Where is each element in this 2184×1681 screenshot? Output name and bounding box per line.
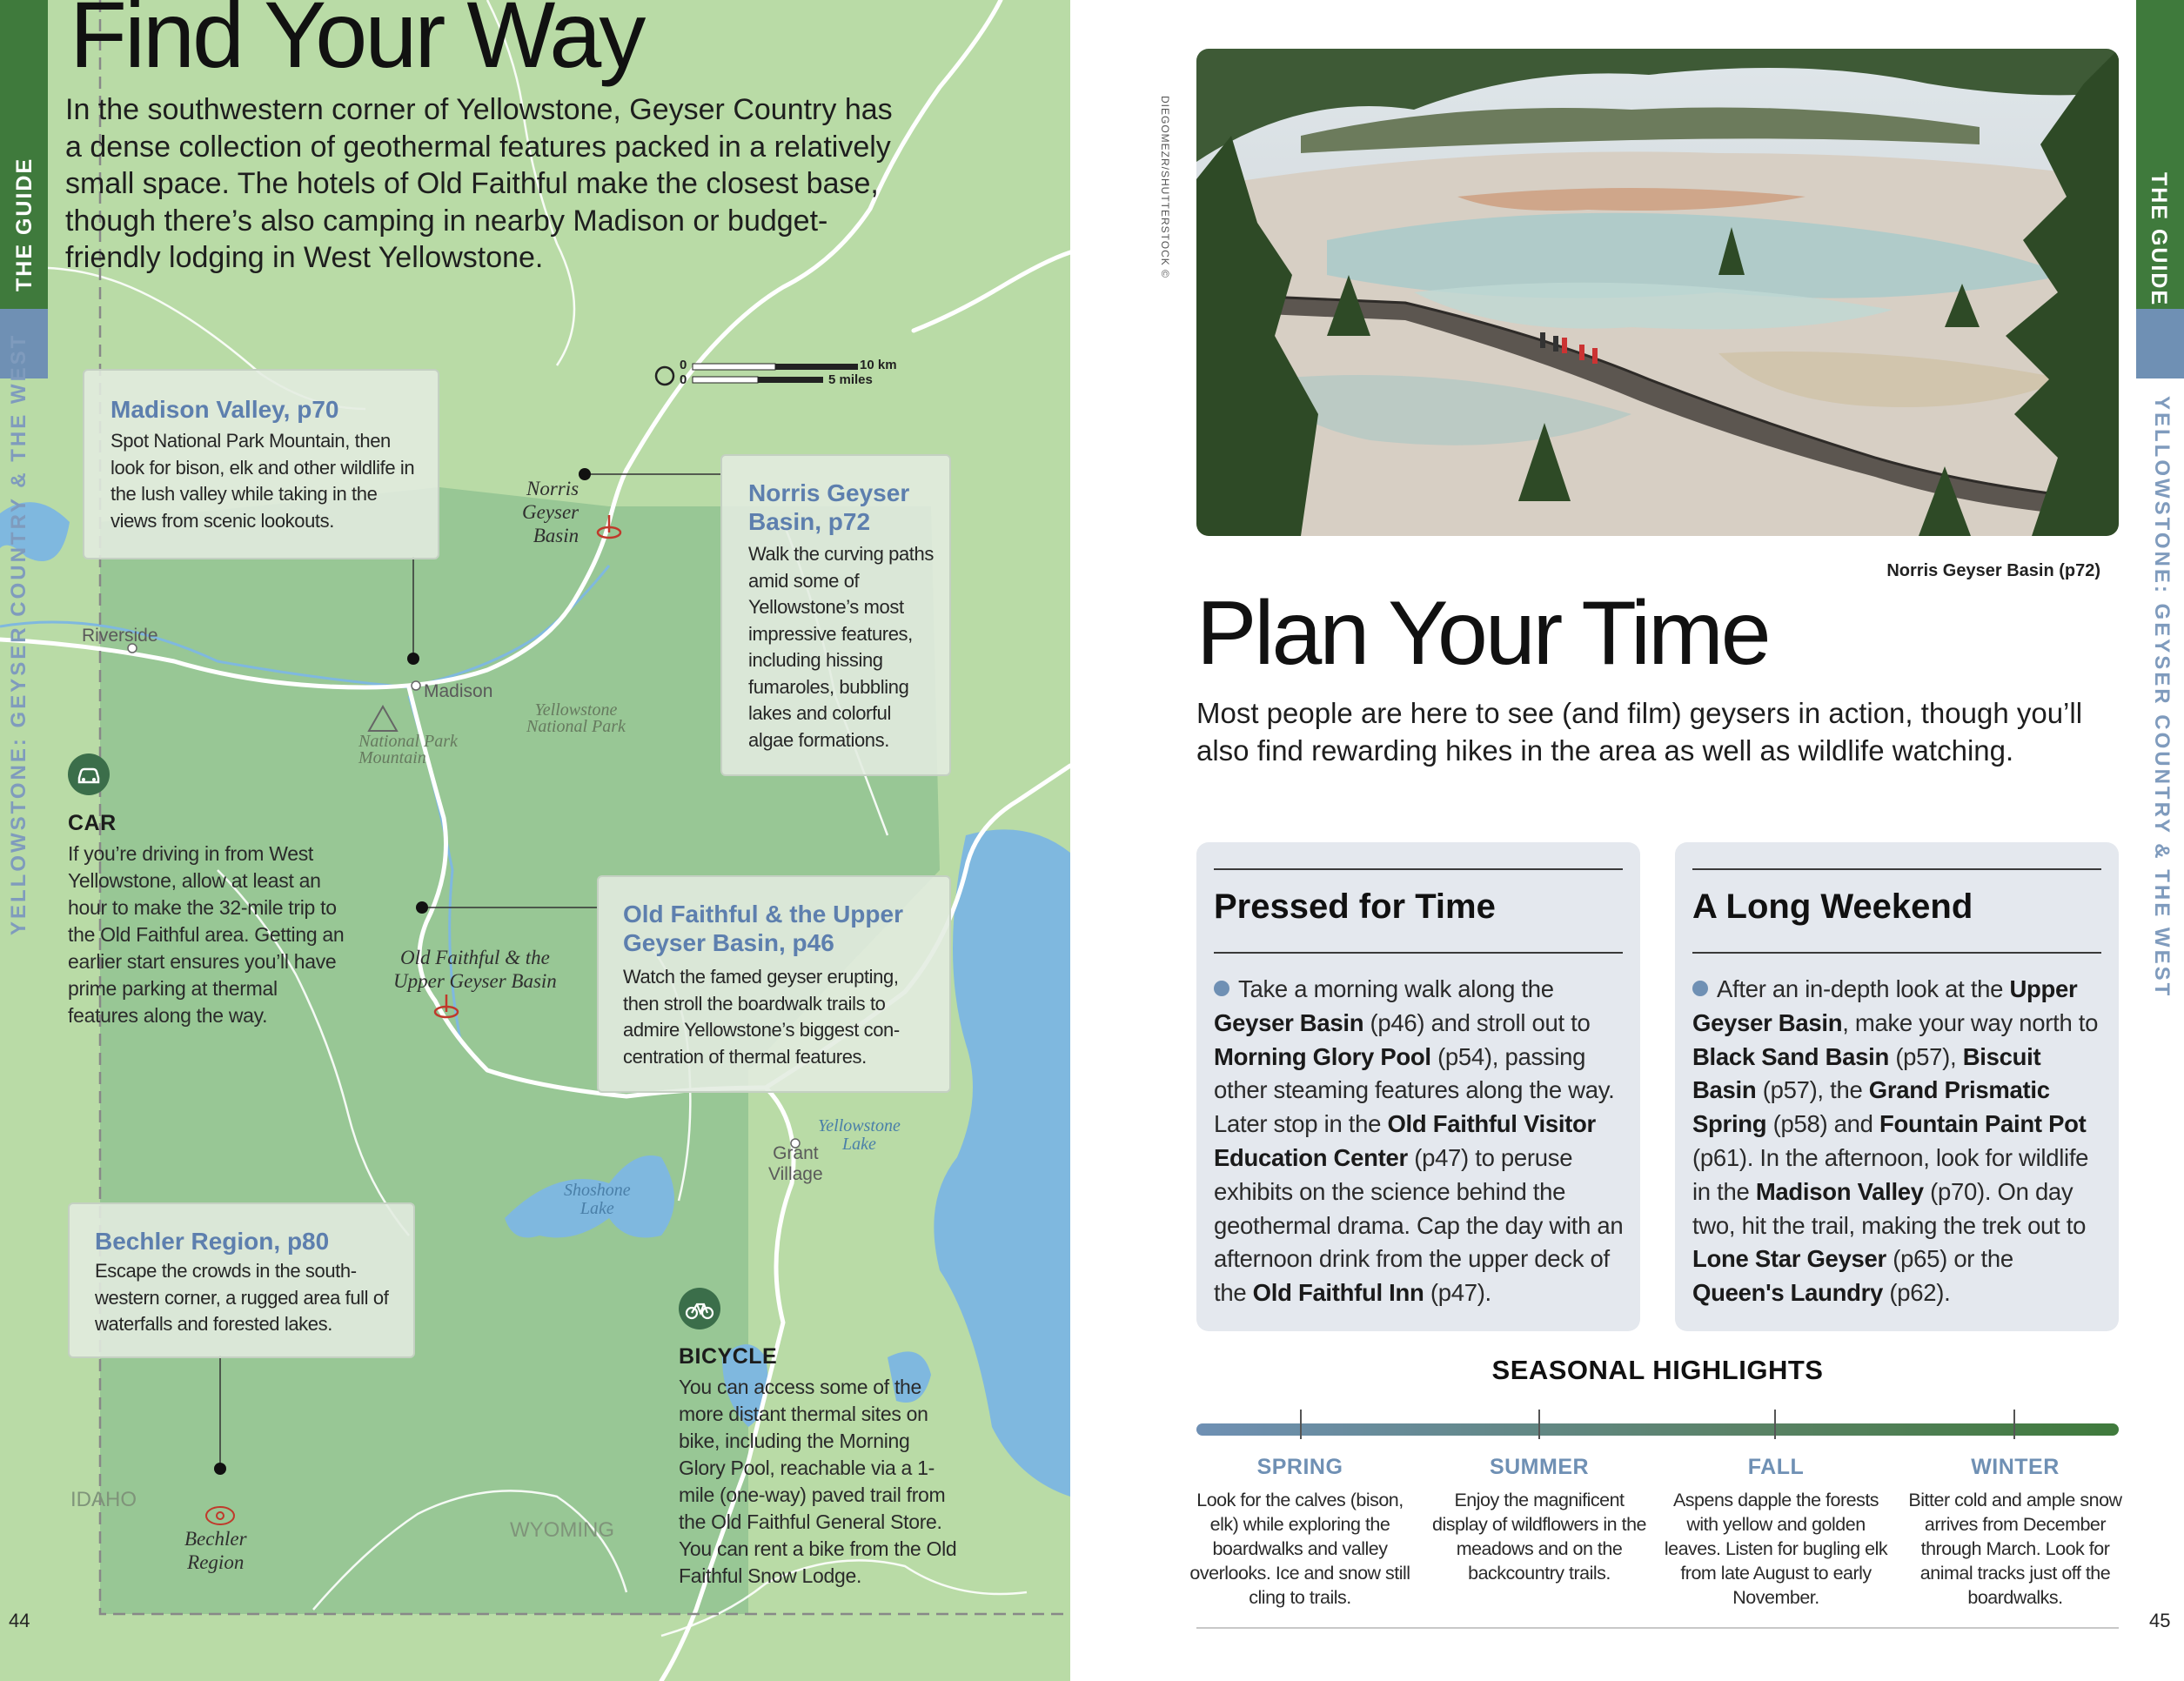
- bicycle-body: You can access some of the more distant thermal sites on bike, including the Morning Glory Pool, reachable via a 1-mile (one-way) paved trail from the Old Faithful General Store. You can rent a bike from the Old Faithful Snow Lodge.: [679, 1376, 957, 1587]
- north-arrow-icon: [656, 367, 673, 385]
- scale-zero-km: 0: [680, 358, 687, 372]
- guide-tab-accent: [2136, 309, 2184, 378]
- car-heading: CAR: [68, 811, 117, 835]
- season-tick: [1774, 1410, 1776, 1439]
- page-title: Plan Your Time: [1196, 583, 1769, 684]
- card-rule: [1214, 868, 1623, 870]
- photo-norris-geyser-basin: [1196, 49, 2119, 536]
- bottom-rule: [1196, 1627, 2119, 1629]
- bullet-icon: [1692, 981, 1708, 996]
- map-label-madison: Madison: [424, 681, 493, 701]
- card-text: (p70). On day two, hit the trail, making the trek out to: [1692, 1177, 2087, 1239]
- card-text: (p57), the: [1756, 1076, 1869, 1104]
- callout-body: Walk the curving paths amid some of Yellowstone’s most impressive features, including hissing fumaroles, bubbling lakes and colorful algae formations.: [748, 543, 934, 751]
- page-number: 45: [2149, 1610, 2171, 1631]
- season-tick: [1538, 1410, 1540, 1439]
- card-rule: [1214, 952, 1623, 954]
- season-fall-body: Aspens dapple the forests with yellow and golden leaves. Listen for bugling elk from late August to early November.: [1664, 1490, 1888, 1608]
- car-body: If you’re driving in from West Yellowstone, allow at least an hour to make the 32-mile trip to the Old Faithful area. Getting an earlier start ensures you’ll have prime parking at thermal features along the way.: [68, 842, 345, 1027]
- highlighted-place: Upper Geyser Basin: [1692, 975, 2078, 1036]
- guide-tab-label: THE GUIDE: [2147, 172, 2171, 307]
- running-head: YELLOWSTONE: GEYSER COUNTRY & THE WEST: [2150, 396, 2174, 999]
- car-icon: [68, 753, 110, 795]
- season-summer-body: Enjoy the magnificent display of wildflowers in the meadows and on the backcountry trails.: [1431, 1490, 1646, 1584]
- map-label-shoshone-lake: Shoshone Lake: [564, 1181, 631, 1218]
- callout-title: Bechler Region, p80: [95, 1228, 330, 1255]
- map-label-yellowstone-lake: Yellowstone Lake: [818, 1116, 901, 1154]
- photo-credit: DIEGOMEZR/SHUTTERSTOCK ©: [1159, 96, 1171, 278]
- highlighted-place: Lone Star Geyser: [1692, 1245, 1886, 1273]
- card-long-weekend: [1675, 842, 2119, 1331]
- highlighted-place: Grand Prismatic Spring: [1692, 1076, 2050, 1138]
- intro-paragraph: Most people are here to see (and film) geysers in action, though you’ll also find rewarding hikes in the area as well as wildlife watching.: [1196, 697, 2083, 767]
- card-title: Pressed for Time: [1214, 887, 1496, 926]
- location-dot: [579, 468, 591, 480]
- card-text: (p54), passing other steaming features along the way. Later stop in the: [1214, 1042, 1615, 1138]
- map-label-norris: Norris Geyser Basin: [522, 478, 579, 546]
- highlighted-place: Biscuit Basin: [1692, 1042, 2041, 1104]
- town-dot: [412, 681, 420, 690]
- running-head: YELLOWSTONE: GEYSER COUNTRY & THE WEST: [7, 332, 30, 935]
- card-text: After an in-depth look at the: [1717, 975, 2010, 1002]
- callout-title: Madison Valley, p70: [111, 396, 339, 423]
- card-text: (p57),: [1888, 1042, 1963, 1070]
- highlighted-place: Queen's Laundry: [1692, 1279, 1884, 1307]
- callout-old-faithful[interactable]: [597, 875, 951, 1093]
- card-text: Take a morning walk along the: [1238, 975, 1554, 1002]
- callout-title: Old Faithful & the Upper Geyser Basin, p46: [623, 901, 903, 956]
- callout-body: Watch the famed geyser erupting, then stroll the boardwalk trails to admire Yellowstone’s biggest con-centration of thermal features.: [623, 966, 900, 1068]
- card-text: (p65) or the: [1886, 1245, 2013, 1273]
- card-title: A Long Weekend: [1692, 887, 1973, 926]
- season-tick: [1300, 1410, 1302, 1439]
- card-text: (p62).: [1883, 1279, 1951, 1307]
- location-dot: [214, 1463, 226, 1475]
- highlighted-place: Black Sand Basin: [1692, 1042, 1889, 1070]
- card-text: , make your way north to: [1842, 1008, 2099, 1036]
- season-spring-body: Look for the calves (bison, elk) while exploring the boardwalks and valley overlooks. Ice and snow still cling to trails.: [1189, 1490, 1410, 1608]
- callout-body: Spot National Park Mountain, then look for bison, elk and other wildlife in the lush valley while taking in the views from scenic lookouts.: [111, 430, 415, 532]
- callout-title: Norris Geyser Basin, p72: [748, 479, 910, 535]
- right-page: [1070, 0, 2184, 1681]
- card-rule: [1692, 868, 2101, 870]
- card-text: (p46) and stroll out to: [1363, 1008, 1591, 1036]
- guide-tab-label: THE GUIDE: [12, 157, 37, 291]
- card-body: [1214, 973, 1627, 1310]
- season-spring: SPRING: [1256, 1455, 1343, 1479]
- card-text: (p58) and: [1766, 1110, 1879, 1138]
- map-label-national-park-mountain: National Park Mountain: [358, 732, 458, 767]
- bicycle-icon: [679, 1288, 720, 1329]
- highlighted-place: Old Faithful Inn: [1252, 1279, 1424, 1307]
- map-label-wyoming: WYOMING: [510, 1518, 614, 1542]
- left-page: [0, 0, 1070, 1681]
- card-text: (p61). In the afternoon, look for wildlife in the: [1692, 1143, 2089, 1205]
- card-body: [1692, 973, 2106, 1310]
- scale-km-label: 10 km: [860, 358, 897, 372]
- card-text: (p47) to peruse exhibits on the science behind the geothermal drama. Cap the day with an afternoon drink from the upper deck of the: [1214, 1143, 1624, 1307]
- highlighted-place: Geyser Basin: [1214, 1008, 1364, 1036]
- callout-bechler[interactable]: [68, 1202, 415, 1358]
- seasonal-highlights-heading: SEASONAL HIGHLIGHTS: [1491, 1355, 1824, 1385]
- location-dot: [416, 901, 428, 914]
- page-number: 44: [9, 1610, 30, 1631]
- location-dot: [407, 653, 419, 665]
- map-label-grant-village: Grant Village: [768, 1143, 823, 1184]
- callout-norris[interactable]: [720, 454, 951, 776]
- bicycle-heading: BICYCLE: [679, 1344, 778, 1369]
- map-label-bechler: Bechler Region: [184, 1528, 247, 1573]
- highlighted-place: Old Faithful Visitor Education Center: [1214, 1110, 1596, 1171]
- card-pressed-for-time: [1196, 842, 1640, 1331]
- map-label-idaho: IDAHO: [70, 1488, 137, 1511]
- card-text: (p47).: [1424, 1279, 1491, 1307]
- map-label-old-faithful: Old Faithful & the Upper Geyser Basin: [393, 947, 557, 992]
- bullet-icon: [1214, 981, 1229, 996]
- callout-madison-valley[interactable]: [83, 369, 439, 559]
- season-winter: WINTER: [1971, 1455, 2060, 1479]
- highlighted-place: Fountain Paint Pot: [1879, 1110, 2087, 1138]
- highlighted-place: Morning Glory Pool: [1214, 1042, 1431, 1070]
- page-title: Find Your Way: [70, 0, 644, 87]
- callout-body: Escape the crowds in the south-western corner, a rugged area full of waterfalls and forested lakes.: [95, 1260, 389, 1335]
- scale-miles-label: 5 miles: [828, 372, 873, 387]
- photo-caption: Norris Geyser Basin (p72): [1886, 561, 2100, 580]
- scale-zero-mi: 0: [680, 372, 687, 387]
- highlighted-place: Madison Valley: [1755, 1177, 1924, 1205]
- season-tick: [2013, 1410, 2015, 1439]
- season-summer: SUMMER: [1489, 1455, 1590, 1479]
- road: [914, 252, 1070, 331]
- map-label-yellowstone-np: Yellowstone National Park: [526, 700, 626, 736]
- season-bar: [1196, 1423, 2119, 1436]
- season-fall: FALL: [1747, 1455, 1805, 1479]
- season-winter-body: Bitter cold and ample snow arrives from December through March. Look for animal tracks just off the boardwalks.: [1908, 1490, 2122, 1608]
- map-label-riverside: Riverside: [82, 626, 158, 646]
- intro-paragraph: In the southwestern corner of Yellowstone, Geyser Country has a dense collection of geothermal features packed in a relatively small space. The hotels of Old Faithful make the closest base, though there’s also camping in nearby Madison or budget-friendly lodging in West Yellowstone.: [65, 93, 893, 274]
- card-rule: [1692, 952, 2101, 954]
